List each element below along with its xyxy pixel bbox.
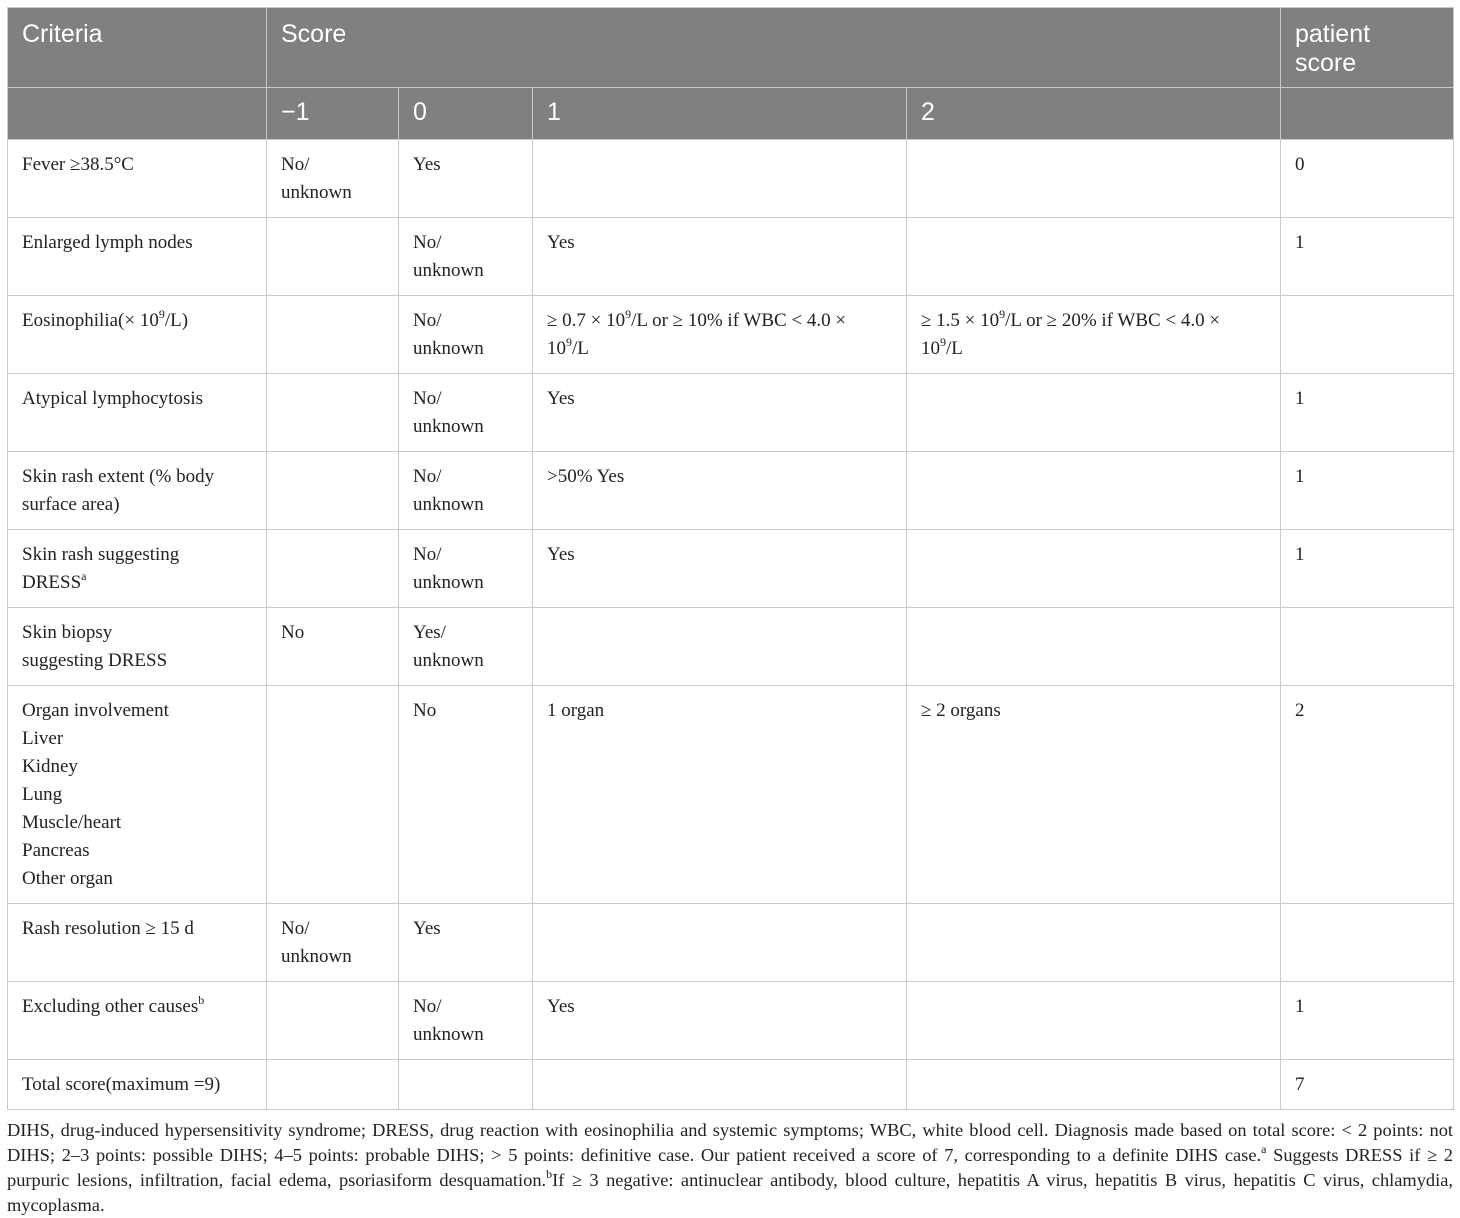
cell-text: >50% Yes	[547, 466, 625, 487]
criteria-cell	[8, 904, 267, 982]
cell-text: /L	[946, 338, 963, 359]
footnote-text: If ≥ 3 negative: antinuclear antibody, blood culture, hepatitis A virus, hepatitis B virus, hepatitis C virus, chlamydia, mycoplasma.	[7, 1170, 1453, 1215]
header-patient-score	[1281, 8, 1454, 88]
table-row	[8, 140, 1454, 218]
score-1-cell	[533, 982, 907, 1060]
score-0-cell	[399, 904, 533, 982]
cell-line: No/	[413, 310, 442, 331]
score-1-cell	[533, 686, 907, 904]
score-2-cell	[907, 452, 1281, 530]
cell-line: No/	[281, 918, 310, 939]
patient-score-cell	[1281, 904, 1454, 982]
score-1-cell	[533, 904, 907, 982]
patient-score-cell	[1281, 608, 1454, 686]
patient-score-cell: 1	[1281, 374, 1454, 452]
criteria-text: DRESS	[22, 572, 82, 593]
footnote-text: DIHS, drug-induced hypersensitivity syndrome; DRESS, drug reaction with eosinophilia and systemic symptoms; WBC, white blood cell. Diagnosis made based on total score: < 2 points: not DIHS; 2–3 points: possible DIHS; 4–5 points: probable DIHS; > 5 points: definitive case. Our patient received a score of 7, corresponding to a definite DIHS case.	[7, 1120, 1453, 1165]
superscript: 9	[158, 306, 165, 321]
criteria-line: Kidney	[22, 756, 78, 777]
score-2-cell	[907, 686, 1281, 904]
table-row	[8, 374, 1454, 452]
footnote-text: Suggests DRESS if ≥ 2 purpuric lesions, infiltration, facial edema, psoriasiform desquamation.	[7, 1145, 1453, 1190]
superscript: 9	[940, 334, 946, 349]
cell-text: Yes	[547, 388, 575, 409]
cell-text: Yes	[413, 154, 441, 175]
score-minus1-cell	[267, 982, 399, 1060]
table-row	[8, 686, 1454, 904]
header-score: Score	[267, 8, 1281, 88]
score-1-cell	[533, 374, 907, 452]
criteria-text: Excluding other causes	[22, 996, 199, 1017]
cell-line: unknown	[413, 494, 484, 515]
score-0-cell	[399, 296, 533, 374]
cell-text: Yes	[547, 544, 575, 565]
score-minus1-cell	[267, 296, 399, 374]
score-2-cell	[907, 218, 1281, 296]
header-score-2: 2	[907, 88, 1281, 140]
criteria-text: Total score(maximum =9)	[22, 1074, 221, 1095]
criteria-line: Liver	[22, 728, 64, 749]
cell-text: Yes	[547, 996, 575, 1017]
score-minus1-cell	[267, 608, 399, 686]
score-0-cell	[399, 374, 533, 452]
cell-line: unknown	[413, 1024, 484, 1045]
criteria-line: Skin rash extent (% body	[22, 466, 215, 487]
score-0-cell	[399, 1060, 533, 1110]
superscript: a	[81, 568, 87, 583]
score-1-cell	[533, 140, 907, 218]
header-row-1	[8, 8, 1454, 88]
patient-score-cell: 1	[1281, 982, 1454, 1060]
cell-text: No	[281, 622, 305, 643]
criteria-line	[22, 569, 252, 597]
score-2-cell	[907, 374, 1281, 452]
cell-line: unknown	[413, 338, 484, 359]
score-2-cell	[907, 608, 1281, 686]
score-0-cell	[399, 530, 533, 608]
cell-line: No/	[413, 388, 442, 409]
footnote-superscript: b	[546, 1166, 553, 1181]
cell-line: unknown	[413, 416, 484, 437]
cell-line: unknown	[281, 182, 352, 203]
criteria-text: Enlarged lymph nodes	[22, 232, 193, 253]
table-row	[8, 1060, 1454, 1110]
header-patient-score-line: score	[1295, 49, 1357, 77]
cell-line: unknown	[281, 946, 352, 967]
dress-scoring-table	[7, 7, 1454, 1110]
score-minus1-cell	[267, 218, 399, 296]
cell-text: Yes	[413, 918, 441, 939]
cell-line: No/	[413, 232, 442, 253]
criteria-line: Other organ	[22, 868, 113, 889]
header-patient-score-line: patient	[1295, 20, 1371, 48]
score-0-cell	[399, 218, 533, 296]
table-row	[8, 452, 1454, 530]
cell-line: No/	[413, 996, 442, 1017]
score-minus1-cell	[267, 452, 399, 530]
score-1-cell	[533, 452, 907, 530]
criteria-line: Organ involvement	[22, 700, 169, 721]
criteria-line: Pancreas	[22, 840, 90, 861]
criteria-cell	[8, 218, 267, 296]
criteria-line: surface area)	[22, 494, 120, 515]
criteria-line: Lung	[22, 784, 63, 805]
score-minus1-cell	[267, 530, 399, 608]
patient-score-cell: 7	[1281, 1060, 1454, 1110]
criteria-cell	[8, 452, 267, 530]
superscript: 9	[566, 334, 572, 349]
cell-line: unknown	[413, 260, 484, 281]
score-minus1-cell	[267, 1060, 399, 1110]
criteria-text: Fever ≥38.5°C	[22, 154, 134, 175]
criteria-cell	[8, 1060, 267, 1110]
header-row-2	[8, 88, 1454, 140]
score-2-cell	[907, 982, 1281, 1060]
cell-line: unknown	[413, 650, 484, 671]
score-minus1-cell	[267, 686, 399, 904]
score-0-cell	[399, 686, 533, 904]
score-1-cell	[533, 218, 907, 296]
cell-text: /L or ≥ 10% if WBC < 4.0 × 10	[547, 310, 847, 359]
patient-score-cell: 0	[1281, 140, 1454, 218]
criteria-line: Muscle/heart	[22, 812, 122, 833]
table-row	[8, 296, 1454, 374]
score-minus1-cell	[267, 140, 399, 218]
criteria-cell	[8, 140, 267, 218]
footnote-superscript: a	[1261, 1141, 1267, 1156]
criteria-line: Skin biopsy	[22, 622, 113, 643]
cell-text: No	[413, 700, 437, 721]
cell-text: /L	[572, 338, 589, 359]
score-0-cell	[399, 140, 533, 218]
score-2-cell	[907, 530, 1281, 608]
superscript: 9	[625, 306, 632, 321]
cell-text: Yes	[547, 232, 575, 253]
criteria-cell	[8, 686, 267, 904]
score-1-cell	[533, 1060, 907, 1110]
cell-text: ≥ 0.7 × 10	[547, 310, 626, 331]
superscript: 9	[999, 306, 1006, 321]
patient-score-cell	[1281, 296, 1454, 374]
table-row	[8, 982, 1454, 1060]
score-2-cell	[907, 1060, 1281, 1110]
table-row	[8, 904, 1454, 982]
score-1-cell	[533, 608, 907, 686]
table-footnote	[7, 1118, 1453, 1218]
criteria-text: Eosinophilia(× 10	[22, 310, 159, 331]
patient-score-cell: 2	[1281, 686, 1454, 904]
header-blank-cell	[1281, 88, 1454, 140]
table-row	[8, 218, 1454, 296]
cell-line: No/	[413, 466, 442, 487]
score-0-cell	[399, 982, 533, 1060]
table-row	[8, 530, 1454, 608]
patient-score-cell: 1	[1281, 530, 1454, 608]
cell-line: No/	[281, 154, 310, 175]
criteria-text: Rash resolution ≥ 15 d	[22, 918, 194, 939]
criteria-text: Atypical lymphocytosis	[22, 388, 204, 409]
criteria-text: /L)	[164, 310, 189, 331]
patient-score-cell: 1	[1281, 218, 1454, 296]
criteria-line: Skin rash suggesting	[22, 544, 180, 565]
table-row	[8, 608, 1454, 686]
score-0-cell	[399, 452, 533, 530]
cell-line: Yes/	[413, 622, 446, 643]
table-container	[7, 7, 1453, 1218]
criteria-line: suggesting DRESS	[22, 650, 168, 671]
criteria-cell	[8, 530, 267, 608]
header-score-1: 1	[533, 88, 907, 140]
header-blank-cell	[8, 88, 267, 140]
cell-text: /L or ≥ 20% if WBC < 4.0 × 10	[921, 310, 1221, 359]
criteria-cell	[8, 296, 267, 374]
score-2-cell	[907, 904, 1281, 982]
criteria-cell	[8, 982, 267, 1060]
score-0-cell	[399, 608, 533, 686]
cell-text: 1 organ	[547, 700, 605, 721]
cell-line: No/	[413, 544, 442, 565]
score-1-cell	[533, 296, 907, 374]
score-2-cell	[907, 296, 1281, 374]
patient-score-cell: 1	[1281, 452, 1454, 530]
criteria-cell	[8, 608, 267, 686]
header-score-0: 0	[399, 88, 533, 140]
criteria-cell	[8, 374, 267, 452]
cell-text: ≥ 1.5 × 10	[921, 310, 1000, 331]
superscript: b	[198, 992, 205, 1007]
cell-line: unknown	[413, 572, 484, 593]
score-1-cell	[533, 530, 907, 608]
cell-text: ≥ 2 organs	[921, 700, 1001, 721]
score-minus1-cell	[267, 904, 399, 982]
score-2-cell	[907, 140, 1281, 218]
header-criteria: Criteria	[8, 8, 267, 88]
header-score-minus1: −1	[267, 88, 399, 140]
score-minus1-cell	[267, 374, 399, 452]
